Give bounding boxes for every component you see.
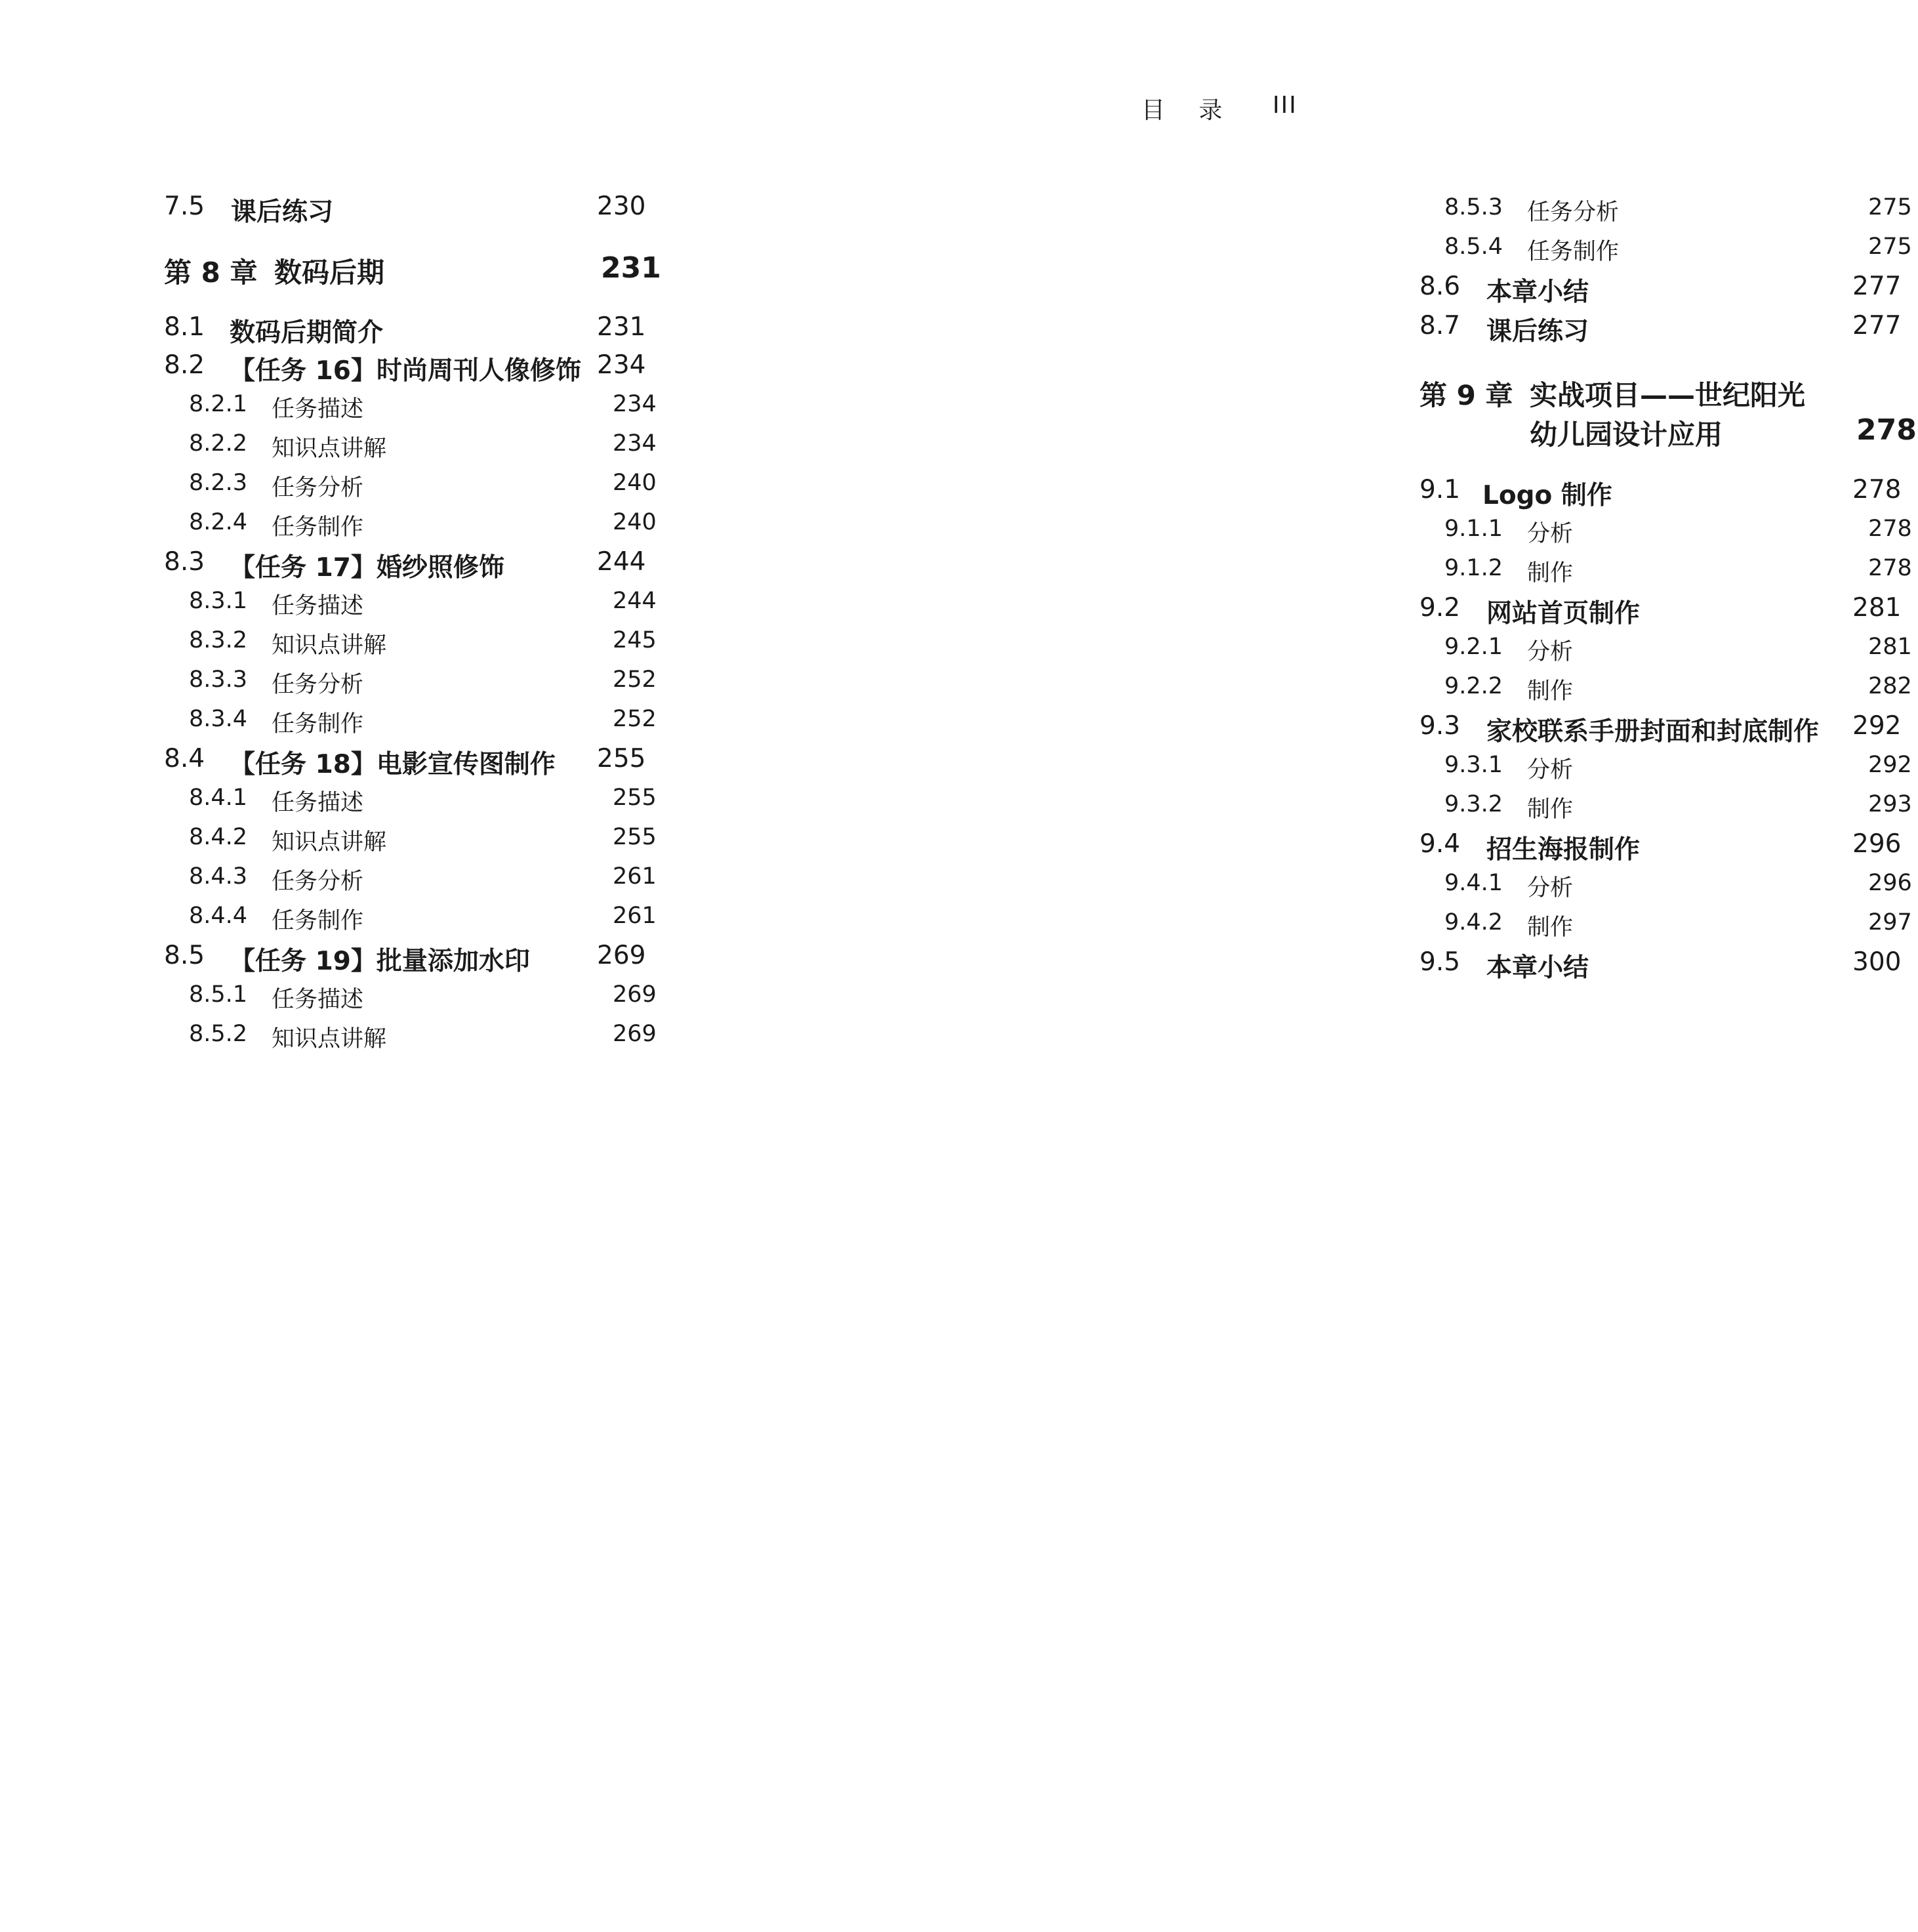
toc-chapter-title: 数码后期	[274, 257, 385, 289]
toc-entry-page: 277	[1852, 272, 1902, 301]
toc-entry-page: 296	[1868, 870, 1912, 896]
toc-entry-9-3[interactable]	[1419, 711, 1918, 750]
toc-chapter-title-line2: 幼儿园设计应用	[1530, 419, 1723, 451]
toc-entry-8-7[interactable]	[1419, 311, 1918, 350]
toc-entry-7-5[interactable]	[164, 192, 663, 231]
toc-entry-page: 275	[1868, 194, 1912, 220]
toc-entry-number: 9.1.2	[1444, 555, 1503, 581]
toc-entry-page: 244	[613, 588, 657, 614]
toc-entry-page: 278	[1868, 516, 1912, 542]
toc-entry-title: 任务分析	[272, 475, 364, 501]
toc-entry-number: 9.4	[1419, 829, 1461, 859]
toc-entry-page: 281	[1868, 634, 1912, 660]
toc-entry-title: 制作	[1527, 796, 1574, 823]
toc-entry-title: 任务描述	[272, 396, 364, 422]
toc-entry-number: 8.6	[1419, 272, 1461, 301]
toc-entry-page: 278	[1868, 555, 1912, 581]
toc-entry-page: 255	[613, 824, 657, 850]
toc-entry-8-4[interactable]	[164, 744, 663, 783]
toc-entry-title: 家校联系手册封面和封底制作	[1486, 717, 1820, 747]
toc-entry-title: 分析	[1527, 757, 1574, 783]
toc-entry-page: 231	[597, 312, 646, 342]
toc-entry-9-3-2[interactable]	[1444, 791, 1918, 831]
toc-entry-page: 252	[613, 667, 657, 693]
toc-entry-8-3-4[interactable]	[189, 706, 663, 745]
toc-entry-number: 9.5	[1419, 947, 1461, 977]
toc-entry-9-4[interactable]	[1419, 829, 1918, 869]
toc-entry-8-5[interactable]	[164, 941, 663, 980]
toc-entry-title: 【任务 18】电影宣传图制作	[230, 750, 556, 779]
toc-entry-number: 8.1	[164, 312, 205, 342]
toc-entry-page: 282	[1868, 673, 1912, 699]
toc-entry-page: 293	[1868, 791, 1912, 817]
toc-entry-9-5[interactable]	[1419, 947, 1918, 987]
toc-entry-number: 9.3.2	[1444, 791, 1503, 817]
toc-entry-title: 本章小结	[1486, 953, 1589, 983]
toc-entry-8-2-3[interactable]	[189, 470, 663, 509]
toc-entry-8-2[interactable]	[164, 350, 663, 390]
toc-entry-8-4-3[interactable]	[189, 863, 663, 903]
toc-entry-number: 8.4.4	[189, 903, 248, 929]
toc-entry-title: 任务描述	[272, 593, 364, 619]
toc-entry-page: 255	[613, 785, 657, 811]
toc-entry-9-2-1[interactable]	[1444, 634, 1918, 673]
toc-entry-9-1[interactable]	[1419, 475, 1918, 514]
toc-entry-number: 8.3.4	[189, 706, 248, 732]
toc-entry-page: 244	[597, 547, 646, 577]
toc-entry-8-3-2[interactable]	[189, 627, 663, 667]
toc-entry-8-3-1[interactable]	[189, 588, 663, 627]
toc-entry-number: 7.5	[164, 192, 205, 221]
toc-entry-number: 8.2.2	[189, 430, 248, 457]
toc-entry-9-4-1[interactable]	[1444, 870, 1918, 909]
toc-entry-number: 8.4.2	[189, 824, 248, 850]
toc-entry-number: 9.4.2	[1444, 909, 1503, 935]
toc-entry-title: 知识点讲解	[272, 1026, 387, 1052]
running-head-page-number: III	[1273, 92, 1297, 119]
running-head-title: 目 录	[1141, 97, 1236, 124]
toc-entry-number: 9.1.1	[1444, 516, 1503, 542]
toc-entry-title: 制作	[1527, 560, 1574, 586]
toc-entry-8-1[interactable]	[164, 312, 663, 352]
toc-entry-number: 8.4.3	[189, 863, 248, 890]
toc-entry-8-4-4[interactable]	[189, 903, 663, 942]
toc-entry-title: 网站首页制作	[1486, 599, 1641, 628]
toc-entry-page: 252	[613, 706, 657, 732]
toc-entry-number: 9.2.1	[1444, 634, 1503, 660]
toc-entry-8-5-1[interactable]	[189, 981, 663, 1021]
toc-entry-title: 任务分析	[272, 869, 364, 895]
toc-entry-8-3[interactable]	[164, 547, 663, 586]
toc-entry-page: 245	[613, 627, 657, 653]
toc-entry-8-5-3[interactable]	[1444, 194, 1918, 234]
toc-entry-page: 296	[1852, 829, 1902, 859]
toc-entry-title: 任务制作	[272, 908, 364, 934]
toc-entry-page: 275	[1868, 234, 1912, 260]
toc-chapter-8[interactable]	[164, 251, 663, 291]
toc-entry-number: 8.3	[164, 547, 205, 577]
toc-entry-number: 8.5	[164, 941, 205, 970]
toc-entry-number: 8.2.4	[189, 509, 248, 535]
toc-entry-title: 招生海报制作	[1486, 835, 1641, 865]
toc-entry-page: 255	[597, 744, 646, 773]
toc-entry-page: 261	[613, 903, 657, 929]
toc-entry-page: 269	[613, 981, 657, 1008]
toc-entry-number: 9.2.2	[1444, 673, 1503, 699]
toc-entry-title: 任务分析	[272, 672, 364, 698]
toc-entry-page: 300	[1852, 947, 1902, 977]
toc-entry-9-1-1[interactable]	[1444, 516, 1918, 555]
toc-entry-number: 9.3	[1419, 711, 1461, 741]
toc-entry-page: 240	[613, 509, 657, 535]
toc-entry-title: 制作	[1527, 915, 1574, 941]
toc-entry-page: 269	[597, 941, 646, 970]
toc-chapter-number: 第 9 章	[1419, 379, 1513, 411]
toc-entry-number: 9.3.1	[1444, 752, 1503, 778]
toc-entry-page: 278	[1852, 475, 1902, 504]
toc-entry-title: 本章小结	[1486, 277, 1589, 307]
toc-entry-number: 8.4	[164, 744, 205, 773]
toc-entry-title: 分析	[1527, 639, 1574, 665]
toc-entry-title: 知识点讲解	[272, 436, 387, 462]
toc-entry-title: 任务制作	[1527, 239, 1620, 265]
toc-chapter-number: 第 8 章	[164, 257, 258, 289]
toc-entry-number: 9.1	[1419, 475, 1461, 504]
toc-entry-title: 【任务 17】婚纱照修饰	[230, 553, 504, 583]
toc-entry-number: 8.5.3	[1444, 194, 1503, 220]
toc-entry-number: 8.5.2	[189, 1021, 248, 1047]
toc-entry-title: 任务制作	[272, 711, 364, 737]
toc-entry-8-2-4[interactable]	[189, 509, 663, 548]
toc-entry-title: 【任务 19】批量添加水印	[230, 947, 530, 976]
toc-entry-number: 8.2.3	[189, 470, 248, 496]
toc-entry-8-4-2[interactable]	[189, 824, 663, 863]
toc-entry-9-3-1[interactable]	[1444, 752, 1918, 791]
toc-entry-number: 8.2	[164, 350, 205, 380]
toc-chapter-page: 278	[1856, 413, 1917, 447]
toc-entry-page: 292	[1868, 752, 1912, 778]
toc-entry-title: 任务描述	[272, 987, 364, 1013]
toc-entry-8-5-2[interactable]	[189, 1021, 663, 1060]
toc-entry-title: 课后练习	[1486, 317, 1589, 346]
toc-entry-page: 240	[613, 470, 657, 496]
toc-entry-number: 8.5.1	[189, 981, 248, 1008]
toc-entry-page: 261	[613, 863, 657, 890]
toc-entry-8-5-4[interactable]	[1444, 234, 1918, 273]
toc-entry-8-6[interactable]	[1419, 272, 1918, 311]
toc-entry-number: 9.2	[1419, 593, 1461, 623]
toc-entry-8-2-1[interactable]	[189, 391, 663, 430]
toc-entry-title: 课后练习	[231, 197, 334, 227]
toc-entry-page: 297	[1868, 909, 1912, 935]
toc-entry-page: 269	[613, 1021, 657, 1047]
toc-entry-title: 任务描述	[272, 790, 364, 816]
toc-entry-title: 知识点讲解	[272, 829, 387, 855]
toc-entry-title: 知识点讲解	[272, 632, 387, 659]
running-head	[1115, 92, 1312, 131]
toc-entry-number: 8.3.3	[189, 667, 248, 693]
toc-entry-8-2-2[interactable]	[189, 430, 663, 470]
toc-chapter-9[interactable]	[1419, 374, 1918, 453]
toc-entry-9-2-2[interactable]	[1444, 673, 1918, 712]
toc-entry-9-2[interactable]	[1419, 593, 1918, 632]
toc-entry-9-1-2[interactable]	[1444, 555, 1918, 594]
toc-entry-number: 8.3.1	[189, 588, 248, 614]
toc-entry-title: 【任务 16】时尚周刊人像修饰	[230, 356, 581, 386]
toc-entry-number: 8.4.1	[189, 785, 248, 811]
toc-entry-title: 数码后期简介	[230, 318, 384, 348]
toc-entry-title: 任务制作	[272, 514, 364, 541]
toc-entry-9-4-2[interactable]	[1444, 909, 1918, 949]
toc-entry-number: 8.3.2	[189, 627, 248, 653]
toc-entry-number: 8.7	[1419, 311, 1461, 340]
toc-entry-title: 任务分析	[1527, 199, 1620, 226]
toc-chapter-title: 实战项目——世纪阳光	[1530, 379, 1806, 411]
toc-entry-title: 制作	[1527, 678, 1574, 705]
toc-entry-page: 234	[613, 430, 657, 457]
toc-entry-page: 230	[597, 192, 646, 221]
toc-entry-page: 234	[613, 391, 657, 417]
toc-chapter-page: 231	[601, 251, 661, 285]
toc-entry-page: 277	[1852, 311, 1902, 340]
toc-entry-title: 分析	[1527, 875, 1574, 901]
toc-entry-8-3-3[interactable]	[189, 667, 663, 706]
toc-entry-title: Logo 制作	[1482, 481, 1612, 510]
toc-entry-number: 8.5.4	[1444, 234, 1503, 260]
toc-entry-number: 9.4.1	[1444, 870, 1503, 896]
toc-entry-8-4-1[interactable]	[189, 785, 663, 824]
toc-entry-page: 292	[1852, 711, 1902, 741]
toc-entry-title: 分析	[1527, 521, 1574, 547]
toc-entry-page: 234	[597, 350, 646, 380]
toc-entry-page: 281	[1852, 593, 1902, 623]
toc-entry-number: 8.2.1	[189, 391, 248, 417]
